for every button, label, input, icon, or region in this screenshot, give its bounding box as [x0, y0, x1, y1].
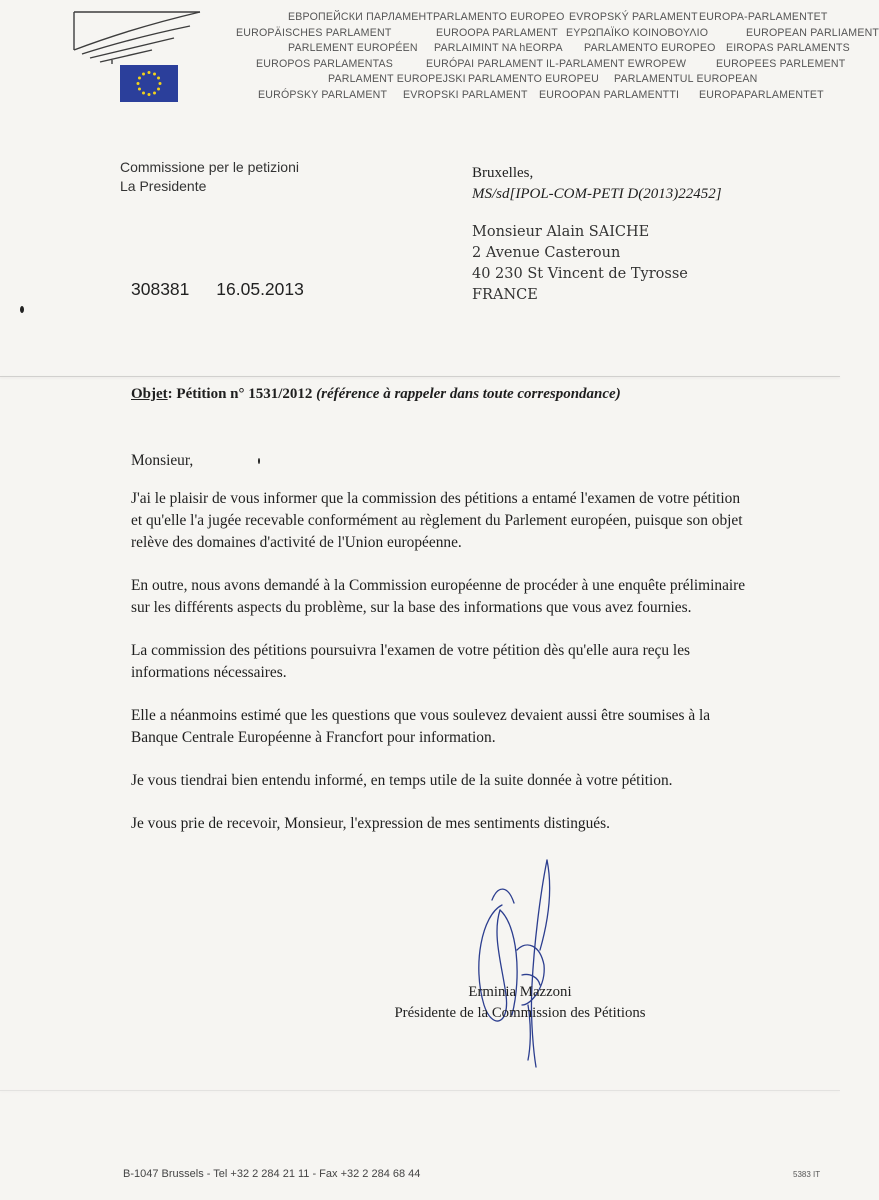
registration-number: 308381 — [131, 279, 190, 299]
eu-star-icon — [153, 92, 156, 95]
parliament-name: PARLAIMINT NA hEORPA — [434, 42, 563, 54]
eu-star-icon — [137, 82, 140, 85]
signer-name: Erminia Mazzoni — [468, 984, 572, 1000]
place: Bruxelles, — [472, 165, 534, 181]
parliament-names-row — [228, 72, 798, 88]
place-and-reference — [472, 163, 722, 205]
eu-star-icon — [138, 77, 141, 80]
eu-star-icon — [157, 88, 160, 91]
subject-note: (référence à rappeler dans toute correspondance) — [316, 386, 621, 402]
registration-stamp — [131, 279, 326, 300]
parliament-name: IL-PARLAMENT EWROPEW — [546, 57, 687, 70]
parliament-name: EVROPSKI PARLAMENT — [403, 88, 528, 101]
parliament-name: PARLAMENTO EUROPEO — [584, 42, 716, 54]
body-paragraph: Je vous tiendrai bien entendu informé, en temps utile de la suite donnée à votre pétition. — [131, 772, 673, 789]
parliament-name: PARLAMENTUL EUROPEAN — [614, 73, 758, 85]
parliament-name: EIROPAS PARLAMENTS — [726, 42, 850, 54]
paper-speck — [258, 458, 260, 464]
body-paragraph: Elle a néanmoins estimé que les questions que vous soulevez devaient aussi être soumises à la Banque Centrale Européenne à Francfort pour information. — [131, 707, 711, 746]
recipient-name: Monsieur Alain SAICHE — [472, 224, 650, 240]
signer-title: Présidente de la Commission des Pétitions — [394, 1005, 646, 1021]
parliament-names-row — [228, 57, 846, 73]
body-paragraph: J'ai le plaisir de vous informer que la commission des pétitions a entamé l'examen de votre pétition et qu'elle l'a jugée recevable conformément au règlement du Parlement européen, puisque son objet relève des domaines d'activité de l'Union européenne. — [131, 490, 743, 551]
parliament-name: EURÓPSKY PARLAMENT — [258, 88, 388, 101]
form-code: 5383 IT — [793, 1170, 821, 1179]
eu-star-icon — [157, 77, 160, 80]
body-paragraph: En outre, nous avons demandé à la Commission européenne de procéder à une enquête préliminaire sur les différents aspects du problème, sur la base des informations que vous avez fournies. — [131, 577, 746, 616]
paper-speck — [20, 306, 24, 313]
recipient-address — [472, 222, 688, 306]
footer-address: B-1047 Brussels - Tel +32 2 284 21 11 - Fax +32 2 284 68 44 — [123, 1168, 421, 1180]
parliament-name: EURÓPAI PARLAMENT — [426, 57, 544, 70]
parliament-name: ЕВРОПЕЙСКИ ПАРЛАМЕНТ — [288, 11, 434, 23]
parliament-names-row — [228, 41, 850, 57]
sender-committee: Commissione per le petizioni — [120, 159, 299, 175]
eu-star-icon — [148, 93, 151, 96]
paper-fold-line — [0, 1090, 840, 1091]
eu-star-icon — [153, 72, 156, 75]
parliament-name: ΕΥΡΩΠΑΪΚΟ ΚΟΙΝΟΒΟΥΛΙΟ — [566, 26, 709, 39]
parliament-name: PARLAMENTO EUROPEO — [433, 11, 565, 23]
subject-line — [131, 386, 621, 403]
parliament-name: EUROOPA PARLAMENT — [436, 26, 558, 39]
reference-code: MS/sd[IPOL-COM-PETI D(2013)22452] — [472, 186, 722, 202]
parliament-name: EUROPEAN PARLIAMENT — [746, 26, 879, 39]
recipient-street: 2 Avenue Casteroun — [472, 245, 621, 261]
sender-block — [120, 158, 299, 196]
parliament-name: PARLAMENT EUROPEJSKI — [328, 73, 466, 85]
sender-role: La Presidente — [120, 178, 207, 194]
parliament-name: EVROPSKÝ PARLAMENT — [569, 11, 698, 23]
eu-star-icon — [148, 71, 151, 74]
eu-star-icon — [159, 82, 162, 85]
eu-star-icon — [142, 72, 145, 75]
body-paragraph: La commission des pétitions poursuivra l'examen de votre pétition dès qu'elle aura reçu les informations nécessaires. — [131, 642, 691, 681]
signer-block — [370, 982, 670, 1024]
salutation: Monsieur, — [131, 452, 194, 469]
subject-text: : Pétition n° 1531/2012 — [167, 386, 313, 402]
parliament-name: PARLAMENTO EUROPEU — [468, 73, 599, 85]
handwritten-signature — [462, 855, 572, 1070]
subject-label: Objet — [131, 386, 168, 402]
parliament-names-row — [228, 10, 828, 26]
parliament-name: EUROPEES PARLEMENT — [716, 57, 846, 70]
eu-star-icon — [142, 92, 145, 95]
paper-fold-line — [0, 376, 840, 377]
parliament-names-row — [228, 88, 824, 104]
parliament-names-row — [228, 26, 879, 42]
parliament-names-header — [228, 10, 879, 103]
parliament-name: PARLEMENT EUROPÉEN — [288, 42, 418, 54]
parliament-name: EUROPOS PARLAMENTAS — [256, 57, 394, 70]
recipient-city: 40 230 St Vincent de Tyrosse — [472, 266, 688, 282]
eu-star-icon — [138, 88, 141, 91]
parliament-name: EUROPAPARLAMENTET — [699, 88, 824, 101]
body-paragraph: Je vous prie de recevoir, Monsieur, l'expression de mes sentiments distingués. — [131, 815, 610, 832]
recipient-country: FRANCE — [472, 287, 538, 303]
parliament-name: EUROPÄISCHES PARLAMENT — [236, 26, 392, 39]
letter-body — [131, 450, 753, 856]
registration-date: 16.05.2013 — [216, 279, 304, 299]
parliament-name: EUROPA-PARLAMENTET — [699, 11, 828, 23]
parliament-name: EUROOPAN PARLAMENTTI — [539, 88, 680, 101]
european-parliament-logo — [72, 10, 212, 105]
